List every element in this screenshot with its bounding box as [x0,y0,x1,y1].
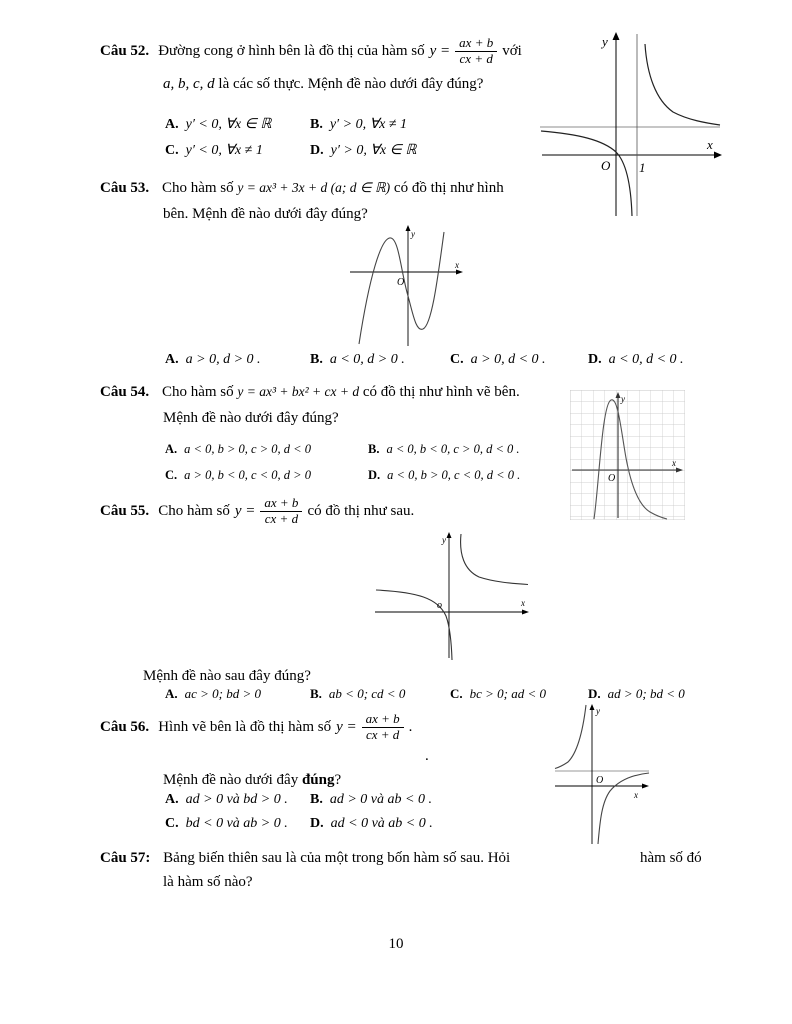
q54-option-d [368,468,520,483]
q52-graph [538,30,723,225]
x-axis-label: x [455,260,459,270]
q55-fraction [260,496,302,527]
x-axis-arrow [714,152,722,159]
option-label: B. [310,352,323,367]
q53-option-d [588,352,684,368]
curve-lower-branch [598,773,649,844]
q54-intro: Cho hàm số [161,384,234,400]
option-label: C. [450,352,464,367]
option-text: ad < 0 và ab < 0 . [330,816,433,831]
q54-math: y = ax³ + bx² + cx + d [237,384,360,399]
q56-option-a [165,792,288,808]
q53-line2: bên. Mệnh đề nào dưới đây đúng? [163,206,368,222]
curve-upper-branch [461,534,528,585]
origin-label: O [596,775,604,786]
q52-option-b [310,116,407,133]
y-axis-label: y [602,34,608,49]
option-text: a < 0, d < 0 . [608,352,684,367]
q54-label: Câu 54. [100,384,150,400]
y-axis-arrow [406,225,411,231]
q56-prompt-bold: đúng [301,772,335,788]
q55-graph [372,532,532,667]
option-text: a < 0, b > 0, c > 0, d < 0 [184,442,311,456]
q57-line1 [100,846,510,870]
q52-option-d [310,142,416,159]
q56-intro: Hình vẽ bên là đồ thị hàm số [158,718,332,735]
q55-label: Câu 55. [100,502,150,519]
option-text: y′ < 0, ∀x ≠ 1 [185,143,263,158]
curve-upper-branch [555,705,586,769]
q57-line2: là hàm số nào? [163,874,253,890]
q53-line1 [100,176,504,200]
q57-text1: Bảng biến thiên sau là của một trong bốn hàm số sau. Hỏi [163,850,511,866]
q55-option-a [165,686,261,702]
option-text: y′ < 0, ∀x ∈ ℝ [185,117,272,132]
q56-prompt [163,768,341,792]
y-axis-arrow [590,704,595,710]
curve-lower-branch [541,131,632,216]
q52-line2-math: a, b, c, d [163,76,215,92]
q53-option-c [450,352,546,368]
option-label: A. [165,352,179,367]
q56-prompt-before: Mệnh đề nào dưới đây [163,772,299,788]
option-text: a > 0, b < 0, c < 0, d > 0 [184,468,311,482]
fraction-numerator: ax + b [264,494,299,510]
option-label: D. [588,686,601,701]
option-text: ad > 0; bd < 0 [607,686,685,701]
option-label: D. [310,143,324,158]
option-text: y′ > 0, ∀x ≠ 1 [329,117,408,132]
fraction-numerator: ax + b [365,710,400,726]
q54-line2: Mệnh đề nào dưới đây đúng? [163,410,339,426]
q56-option-b [310,792,432,808]
option-text: y′ > 0, ∀x ∈ ℝ [330,143,417,158]
q56-fraction [362,712,404,743]
q55-after-formula: có đồ thị như sau. [307,502,415,519]
q52-label: Câu 52. [100,42,150,59]
tick-label-1: 1 [639,160,646,175]
option-label: C. [165,143,179,158]
x-axis-label: x [672,458,676,468]
q52-formula-lhs: y = [429,42,451,59]
option-text: a < 0, d > 0 . [329,352,405,367]
fraction-denominator: cx + d [455,51,497,67]
curve-upper-branch [645,44,720,125]
q53-option-a [165,352,261,368]
q56-after-formula: . [408,718,413,735]
q52-option-a [165,116,271,133]
q56-label: Câu 56. [100,718,150,735]
option-text: a < 0, b < 0, c > 0, d < 0 . [386,442,520,456]
option-text: a > 0, d < 0 . [470,352,546,367]
q56-option-c [165,816,288,832]
option-label: B. [310,792,323,807]
q52-intro: Đường cong ở hình bên là đồ thị của hàm số [158,42,425,59]
y-axis-label: y [621,394,625,404]
q55-intro: Cho hàm số [158,502,230,519]
q53-after: có đồ thị như hình [393,180,504,196]
q57-label: Câu 57: [100,850,151,866]
option-text: a > 0, d > 0 . [185,352,261,367]
option-label: B. [368,442,380,456]
q55-option-d [588,686,685,702]
option-text: ac > 0; bd > 0 [184,686,262,701]
option-text: ab < 0; cd < 0 [328,686,406,701]
option-text: ad > 0 và bd > 0 . [185,792,288,807]
x-axis-arrow [456,270,463,275]
x-axis-label: x [707,137,713,152]
origin-label: O [608,473,616,484]
fraction-denominator: cx + d [362,727,404,743]
q52-line2 [163,72,483,96]
q53-graph [345,224,465,354]
option-label: C. [165,468,178,482]
x-axis-arrow [522,610,529,615]
option-label: C. [165,816,179,831]
option-label: B. [310,686,322,701]
origin-label: O [397,277,405,288]
x-axis-arrow [642,784,649,789]
q52-after-formula: với [502,42,522,59]
q55-line1 [100,494,419,528]
q55-prompt: Mệnh đề nào sau đây đúng? [143,668,311,684]
q55-option-b [310,686,405,702]
q53-intro: Cho hàm số [161,180,234,196]
option-label: C. [450,686,463,701]
q53-math: y = ax³ + 3x + d (a; d ∈ ℝ) [237,180,391,195]
q52-option-c [165,142,263,159]
q53-label: Câu 53. [100,180,150,196]
fraction-denominator: cx + d [260,511,302,527]
y-axis-label: y [596,706,600,716]
origin-label: o [437,600,442,611]
q53-option-b [310,352,405,368]
option-label: A. [165,792,179,807]
option-text: bc > 0; ad < 0 [469,686,547,701]
option-text: ad > 0 và ab < 0 . [329,792,432,807]
q57-text1b: hàm số đó [640,850,702,866]
option-text: bd < 0 và ab > 0 . [185,816,288,831]
q56-stray-period: . [425,748,429,764]
q55-option-c [450,686,546,702]
option-text: a < 0, b > 0, c < 0, d < 0 . [387,468,521,482]
option-label: A. [165,686,178,701]
q54-option-c [165,468,311,483]
q56-graph [552,702,652,852]
x-axis-label: x [521,598,525,608]
q52-line2-rest: là các số thực. Mệnh đề nào dưới đây đúng? [218,76,484,92]
q52-line1 [100,34,527,68]
q56-formula-lhs: y = [336,718,357,735]
y-axis-arrow [447,532,452,538]
q56-prompt-after: ? [334,772,342,788]
option-label: B. [310,117,323,132]
y-axis-label: y [411,229,415,239]
option-label: D. [588,352,602,367]
option-label: D. [310,816,324,831]
fraction-numerator: ax + b [459,34,494,50]
cubic-curve [359,232,444,344]
x-axis-label: x [634,790,638,800]
q52-fraction [455,36,497,67]
q54-line1 [100,380,520,404]
q54-after: có đồ thị như hình vẽ bên. [362,384,520,400]
q55-formula-lhs: y = [234,502,256,519]
q56-option-d [310,816,433,832]
y-axis-label: y [442,535,446,545]
page-number: 10 [388,936,404,952]
q54-graph [570,390,685,525]
option-label: D. [368,468,381,482]
q54-option-b [368,442,520,457]
q56-line1 [100,710,417,744]
origin-label: O [601,158,611,173]
y-axis-arrow [613,32,620,40]
option-label: A. [165,442,178,456]
grid-background [570,390,685,520]
option-label: A. [165,117,179,132]
q54-option-a [165,442,311,457]
